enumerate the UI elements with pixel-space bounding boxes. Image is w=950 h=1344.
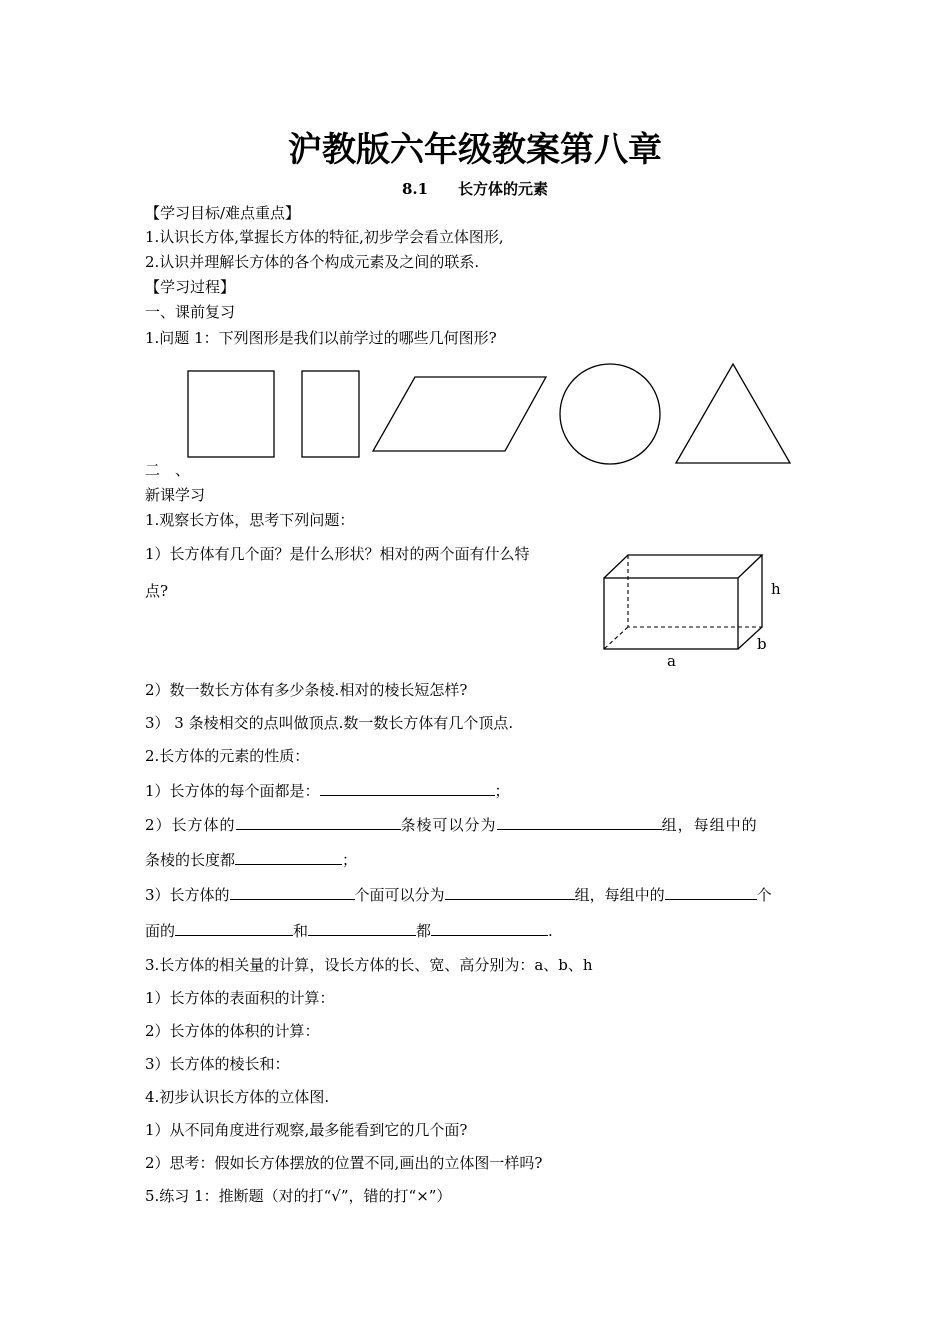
section-4-heading: 4.初步认识长方体的立体图. [145,1088,330,1106]
calculation-2: 2）长方体的体积的计算： [145,1022,320,1040]
observe-heading: 1.观察长方体，思考下列问题： [145,511,355,529]
fill-blank[interactable] [235,850,342,865]
property-3-text-c: 组，每组中的 [574,886,665,904]
property-2-cont [145,850,357,869]
property-2-text-b: 条棱可以分为 [400,816,497,834]
fill-blank[interactable] [236,815,401,830]
property-3-text-b: 个面可以分为 [354,886,445,904]
observe-question-3: 3） 3 条棱相交的点叫做顶点.数一数长方体有几个顶点. [145,714,514,732]
property-1 [145,781,510,800]
property-2 [145,815,758,834]
fill-blank[interactable] [445,885,575,900]
fill-blank[interactable] [497,815,662,830]
cuboid-label-a: a [667,652,676,670]
cuboid-hidden-edge-bottom [604,627,628,649]
property-1-text: 1）长方体的每个面都是： [145,782,320,800]
calculation-3: 3）长方体的棱长和： [145,1055,290,1073]
fill-blank[interactable] [175,921,293,936]
process-header: 【学习过程】 [145,278,236,296]
review-header: 一、课前复习 [145,303,236,321]
observe-question-1: 1）长方体有几个面？是什么形状？相对的两个面有什么特 [145,545,530,563]
observe-question-2: 2）数一数长方体有多少条棱.相对的棱长短怎样? [145,681,468,699]
section-4-question-2: 2）思考：假如长方体摆放的位置不同,画出的立体图一样吗? [145,1154,543,1172]
calculation-1: 1）长方体的表面积的计算： [145,989,335,1007]
observe-question-1-cont: 点? [145,582,169,600]
fill-blank[interactable] [665,885,757,900]
property-3-cont [145,921,553,940]
section-subtitle: 8.1 长方体的元素 [401,180,549,198]
cuboid-label-b: b [757,635,767,653]
property-3-text-f: 和 [293,922,309,940]
property-1-end: ； [494,782,510,800]
properties-heading: 2.长方体的元素的性质： [145,747,310,765]
property-3-text-g: 都 [416,922,432,940]
objectives-header: 【学习目标/难点重点】 [145,204,301,222]
fill-blank[interactable] [320,781,495,796]
property-3-text-d: 个 [756,886,772,904]
fill-blank[interactable] [431,921,548,936]
property-3 [145,885,772,904]
fill-blank[interactable] [308,921,416,936]
cuboid-hidden-edges [628,555,762,627]
section-2-title: 新课学习 [145,486,206,504]
property-2-end: ； [342,851,358,869]
property-3-text-a: 3）长方体的 [145,886,230,904]
section-2-number: 二 、 [145,461,191,479]
exercise-heading: 5.练习 1：推断题（对的打“√”，错的打“×”） [145,1187,452,1205]
cuboid-label-h: h [771,580,781,598]
property-2-text-a: 2）长方体的 [145,816,236,834]
fill-blank[interactable] [230,885,355,900]
page-title: 沪教版六年级教案第八章 [288,130,662,170]
property-3-end: . [548,922,553,940]
objective-1: 1.认识长方体,掌握长方体的特征,初步学会看立体图形, [145,228,504,246]
property-2-text-c: 组，每组中的 [661,816,758,834]
property-3-text-e: 面的 [145,922,176,940]
question-1: 1.问题 1：下列图形是我们以前学过的哪些几何图形? [145,329,497,347]
objective-2: 2.认识并理解长方体的各个构成元素及之间的联系. [145,253,480,271]
section-4-question-1: 1）从不同角度进行观察,最多能看到它的几个面? [145,1121,468,1139]
calculation-heading: 3.长方体的相关量的计算，设长方体的长、宽、高分别为：a、b、h [145,956,593,974]
cuboid-front-face [604,578,738,649]
property-2-text-d: 条棱的长度都 [145,851,236,869]
